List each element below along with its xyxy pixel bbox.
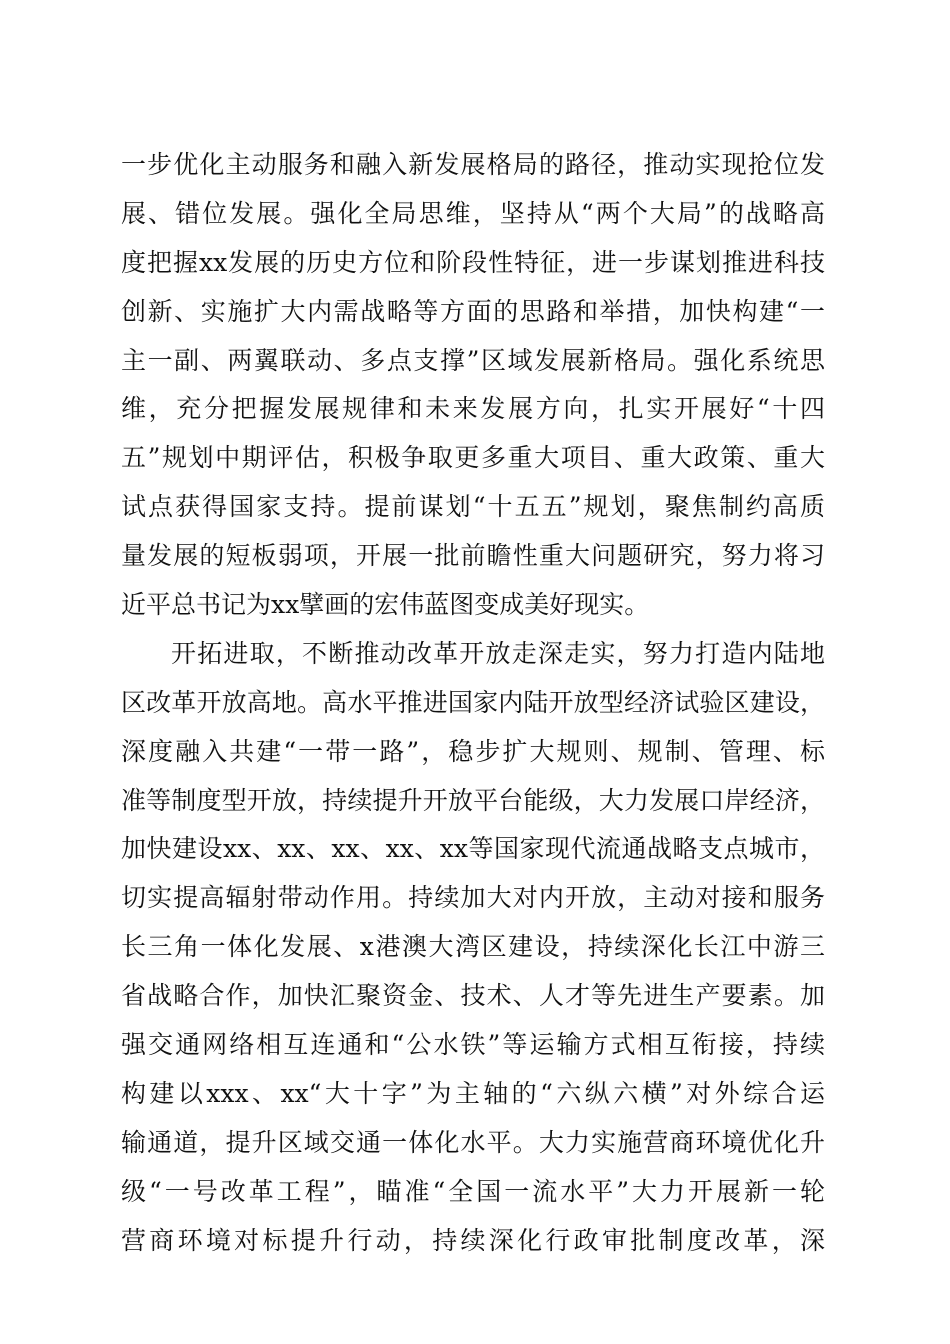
text-line: 营商环境对标提升行动，持续深化行政审批制度改革，深 (121, 1225, 825, 1255)
text-line: 级“一号改革工程”，瞄准“全国一流水平”大力开展新一轮 (121, 1176, 825, 1206)
text-line: 构建以xxx、xx“大十字”为主轴的“六纵六横”对外综合运 (121, 1078, 825, 1108)
text-line: 近平总书记为xx擘画的宏伟蓝图变成美好现实。 (121, 590, 650, 620)
paragraph (121, 141, 825, 630)
text-line: 省战略合作，加快汇聚资金、技术、人才等先进生产要素。加 (121, 981, 825, 1011)
text-line: 展、错位发展。强化全局思维，坚持从“两个大局”的战略高 (121, 198, 825, 228)
text-line: 准等制度型开放，持续提升开放平台能级，大力发展口岸经济， (121, 785, 825, 815)
text-line: 深度融入共建“一带一路”，稳步扩大规则、规制、管理、标 (121, 736, 825, 766)
text-line: 区改革开放高地。高水平推进国家内陆开放型经济试验区建设， (121, 687, 825, 717)
text-line: 加快建设xx、xx、xx、xx、xx等国家现代流通战略支点城市， (121, 834, 825, 864)
text-line: 创新、实施扩大内需战略等方面的思路和举措，加快构建“一 (121, 296, 825, 326)
text-line: 五”规划中期评估，积极争取更多重大项目、重大政策、重大 (121, 443, 825, 473)
text-line: 切实提高辐射带动作用。持续加大对内开放，主动对接和服务 (121, 883, 825, 913)
paragraph (121, 630, 825, 1266)
text-line: 度把握xx发展的历史方位和阶段性特征，进一步谋划推进科技 (121, 247, 825, 277)
text-line: 开拓进取，不断推动改革开放走深走实，努力打造内陆地 (171, 638, 825, 668)
text-line: 维，充分把握发展规律和未来发展方向，扎实开展好“十四 (121, 394, 825, 424)
text-line: 长三角一体化发展、x港澳大湾区建设，持续深化长江中游三 (121, 932, 825, 962)
text-line: 试点获得国家支持。提前谋划“十五五”规划，聚焦制约高质 (121, 492, 825, 522)
body-text (121, 141, 825, 1265)
text-line: 主一副、两翼联动、多点支撑”区域发展新格局。强化系统思 (121, 345, 825, 375)
text-line: 量发展的短板弱项，开展一批前瞻性重大问题研究，努力将习 (121, 541, 825, 571)
text-line: 输通道，提升区域交通一体化水平。大力实施营商环境优化升 (121, 1127, 825, 1157)
text-line: 一步优化主动服务和融入新发展格局的路径，推动实现抢位发 (121, 150, 825, 179)
text-line: 强交通网络相互连通和“公水铁”等运输方式相互衔接，持续 (121, 1030, 825, 1060)
